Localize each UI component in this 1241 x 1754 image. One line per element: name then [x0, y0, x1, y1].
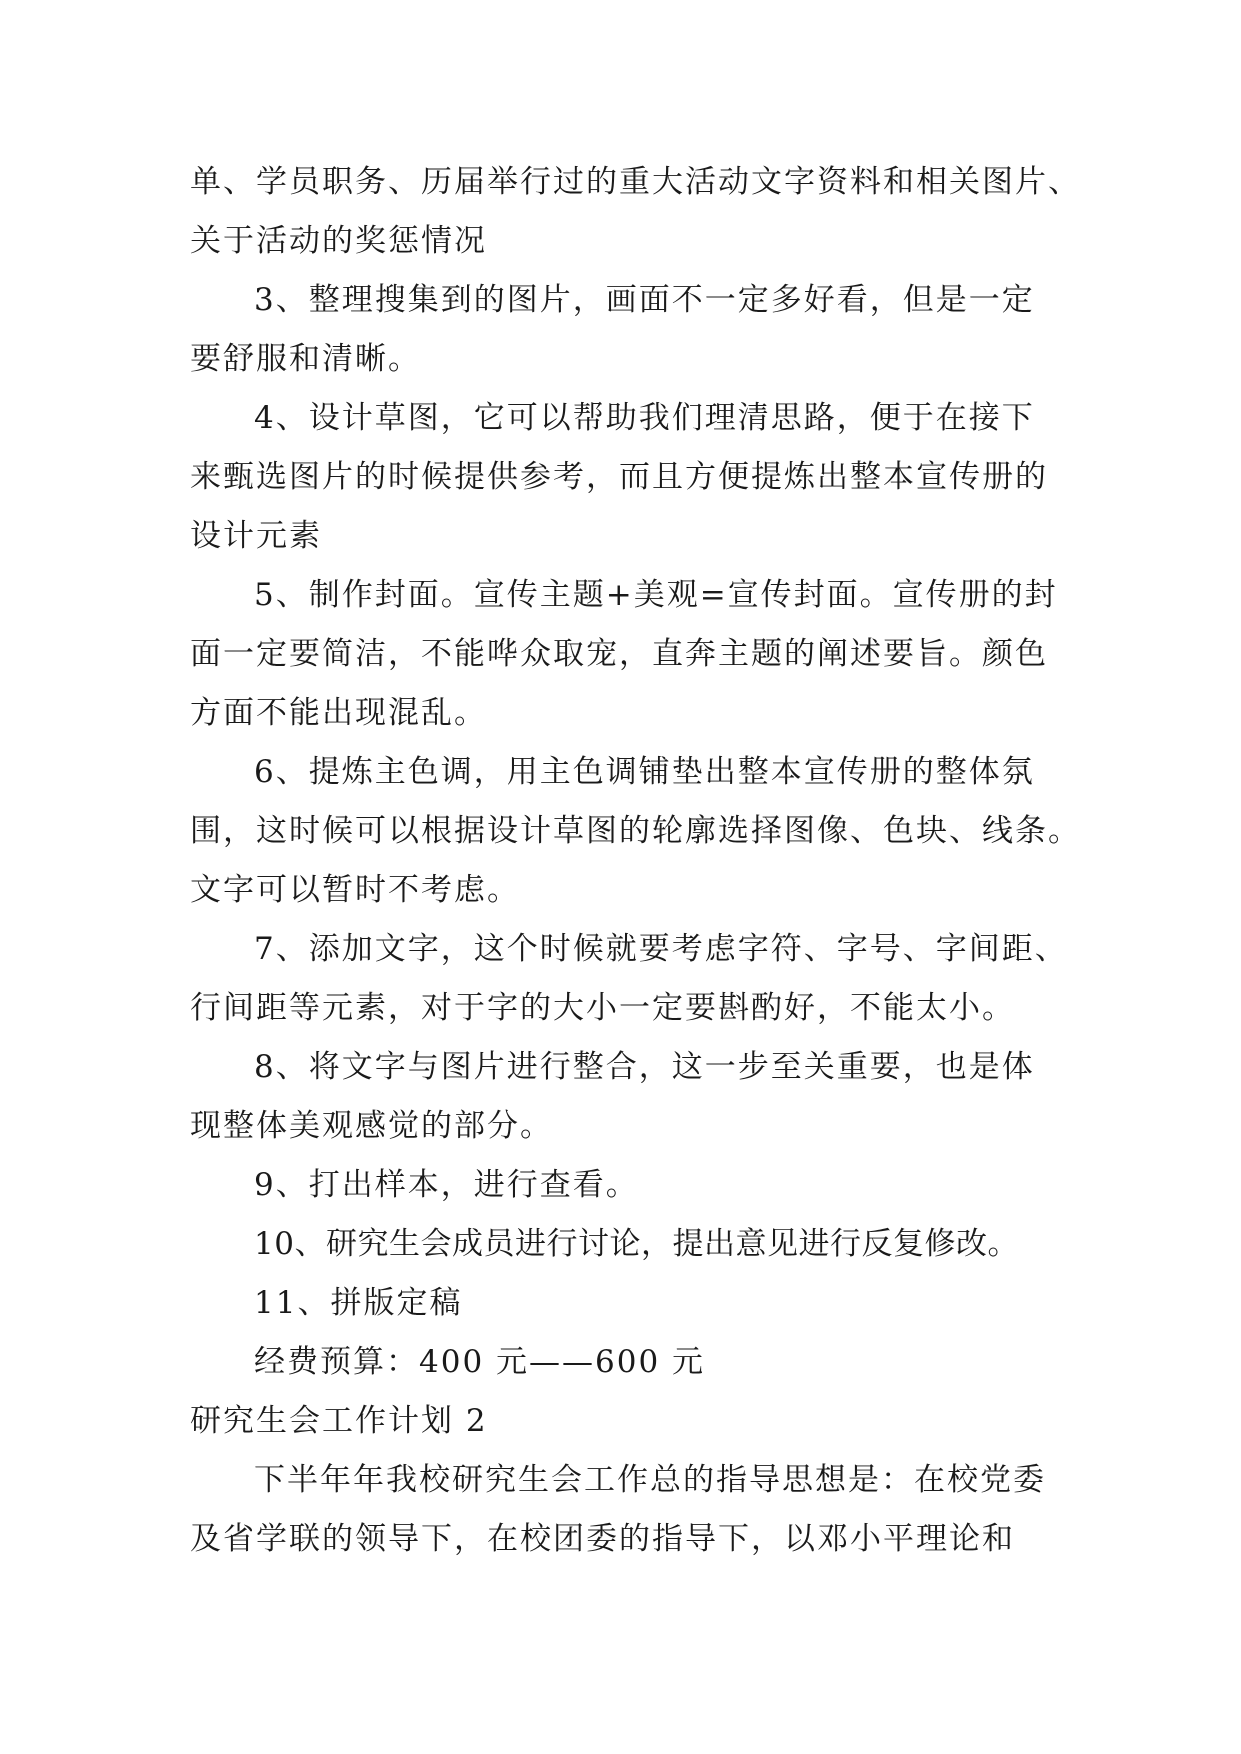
text-line: 3、整理搜集到的图片，画面不一定多好看，但是一定	[254, 282, 1035, 318]
text-line: 单、学员职务、历届举行过的重大活动文字资料和相关图片、	[190, 164, 1081, 200]
text-line: 文字可以暂时不考虑。	[190, 872, 520, 908]
text-line: 方面不能出现混乱。	[190, 695, 487, 731]
section-heading: 研究生会工作计划 2	[190, 1403, 488, 1439]
text-line: 下半年年我校研究生会工作总的指导思想是：在校党委	[254, 1462, 1046, 1498]
text-line: 现整体美观感觉的部分。	[190, 1108, 553, 1144]
text-line: 来甄选图片的时候提供参考，而且方便提炼出整本宣传册的	[190, 459, 1048, 495]
text-line: 10、研究生会成员进行讨论，提出意见进行反复修改。	[254, 1226, 1019, 1262]
text-line: 4、设计草图，它可以帮助我们理清思路，便于在接下	[254, 400, 1035, 436]
text-line: 关于活动的奖惩情况	[190, 223, 487, 259]
text-line: 经费预算：400 元——600 元	[254, 1344, 706, 1380]
text-line: 及省学联的领导下，在校团委的指导下，以邓小平理论和	[190, 1521, 1015, 1557]
text-line: 9、打出样本，进行查看。	[254, 1167, 639, 1203]
text-line: 5、制作封面。宣传主题+美观=宣传封面。宣传册的封	[254, 577, 1058, 613]
text-line: 7、添加文字，这个时候就要考虑字符、字号、字间距、	[254, 931, 1068, 967]
text-line: 要舒服和清晰。	[190, 341, 421, 377]
text-line: 围，这时候可以根据设计草图的轮廓选择图像、色块、线条。	[190, 813, 1081, 849]
text-line: 设计元素	[190, 518, 322, 554]
text-line: 行间距等元素，对于字的大小一定要斟酌好，不能太小。	[190, 990, 1015, 1026]
text-line: 11、拼版定稿	[254, 1285, 463, 1321]
text-line: 8、将文字与图片进行整合，这一步至关重要，也是体	[254, 1049, 1035, 1085]
text-line: 6、提炼主色调，用主色调铺垫出整本宣传册的整体氛	[254, 754, 1035, 790]
text-line: 面一定要简洁，不能哗众取宠，直奔主题的阐述要旨。颜色	[190, 636, 1048, 672]
